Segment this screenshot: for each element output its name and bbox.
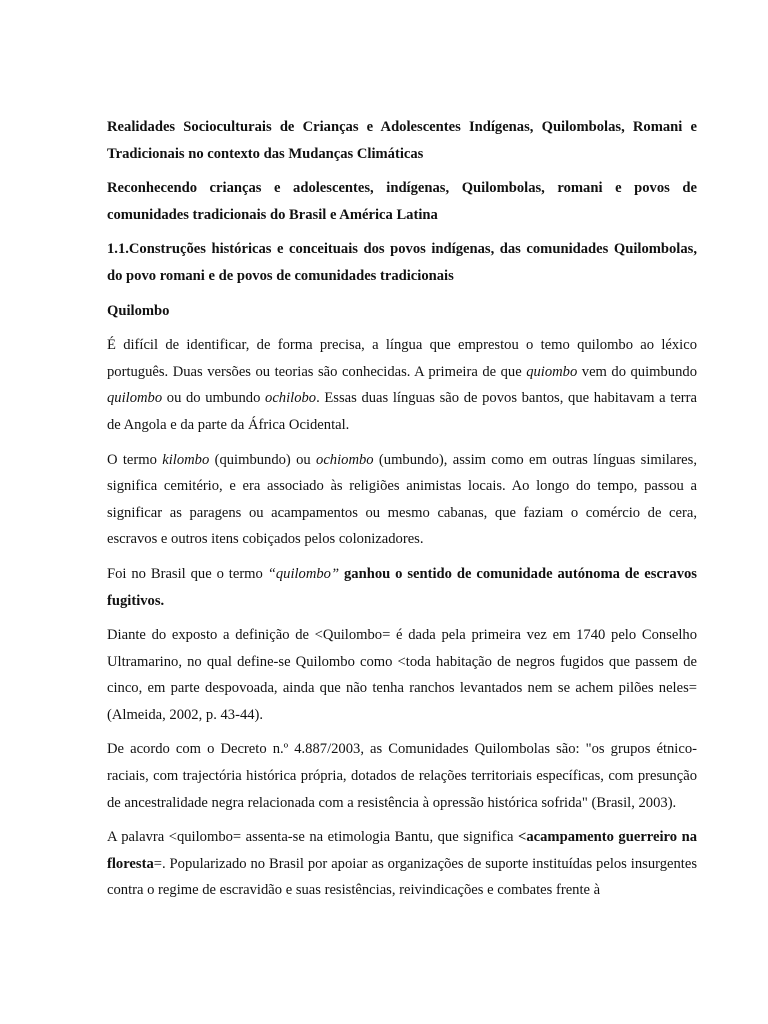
bold-text: ganhou o sentido de comunidade autónoma de escravos fugitivos. (107, 565, 697, 609)
paragraph-definition: Diante do exposto a definição de <Quilombo= é dada pela primeira vez em 1740 pelo Conselho Ultramarino, no qual define-se Quilombo como <toda habitação de negros fugidos que passem de cinco, em parte despovoada, ainda que não tenha ranchos levantados nem se achem pilões neles= (Almeida, 2002, p. 43-44). (107, 627, 697, 723)
italic-term: quilombo (107, 390, 163, 407)
text-run: É difícil de identificar, de forma precisa, a língua que emprestou o temo quilombo ao léxico português. Duas versões ou teorias são conhecidas. A primeira de que (107, 337, 697, 380)
paragraph-etymology (107, 332, 697, 438)
text-run: (quimbundo) ou (209, 451, 317, 468)
document-title: Realidades Socioculturais de Crianças e Adolescentes Indígenas, Quilombolas, Romani e Tradicionais no contexto das Mudanças Climáticas (107, 119, 697, 162)
text-run: ou do umbundo (162, 390, 266, 407)
text-run: Foi no Brasil que o termo (107, 565, 268, 582)
paragraph-decree: De acordo com o Decreto n.º 4.887/2003, as Comunidades Quilombolas são: "os grupos étnico-raciais, com trajectória histórica própria, dotados de relações territoriais específicas, com presunção de ancestralidade negra relacionada com a resistência à opressão histórica sofrida" (Brasil, 2003). (107, 741, 697, 811)
text-run: A palavra <quilombo= assenta-se na etimologia Bantu, que significa (107, 829, 519, 846)
text-run: vem do quimbundo (577, 363, 697, 380)
section-heading: 1.1.Construções históricas e conceituais dos povos indígenas, das comunidades Quilombolas, do povo romani e de povos de comunidades tradicionais (107, 241, 697, 284)
italic-term: “quilombo” (267, 565, 340, 582)
document-page (107, 114, 697, 912)
italic-term: ochilobo (265, 390, 317, 407)
text-run: =. Popularizado no Brasil por apoiar as organizações de suporte instituídas pelos insurgentes contra o regime de escravidão e suas resistências, reivindicações e combates frente à (107, 855, 697, 899)
text-run: . Essas duas línguas são de povos bantos, que habitavam a terra de Angola e da parte da África Ocidental. (107, 390, 697, 433)
bold-text: <acampamento guerreiro na floresta (107, 829, 697, 872)
document-subtitle: Reconhecendo crianças e adolescentes, indígenas, Quilombolas, romani e povos de comunidades tradicionais do Brasil e América Latina (107, 180, 697, 223)
italic-term: kilombo (162, 451, 210, 468)
paragraph-brazil (107, 561, 697, 614)
paragraph-bantu (107, 824, 697, 904)
subsection-heading: Quilombo (107, 302, 170, 319)
text-run: (umbundo), assim como em outras línguas similares, significa cemitério, e era associado às religiões animistas locais. Ao longo do tempo, passou a significar as paragens ou acampamentos ou mesmo cabanas, que faziam o comércio de cera, escravos e outros itens cobiçados pelos colonizadores. (107, 451, 697, 548)
italic-term: quiombo (526, 363, 578, 380)
paragraph-meaning (107, 447, 697, 553)
italic-term: ochiombo (316, 451, 374, 468)
text-run: O termo (107, 451, 163, 468)
